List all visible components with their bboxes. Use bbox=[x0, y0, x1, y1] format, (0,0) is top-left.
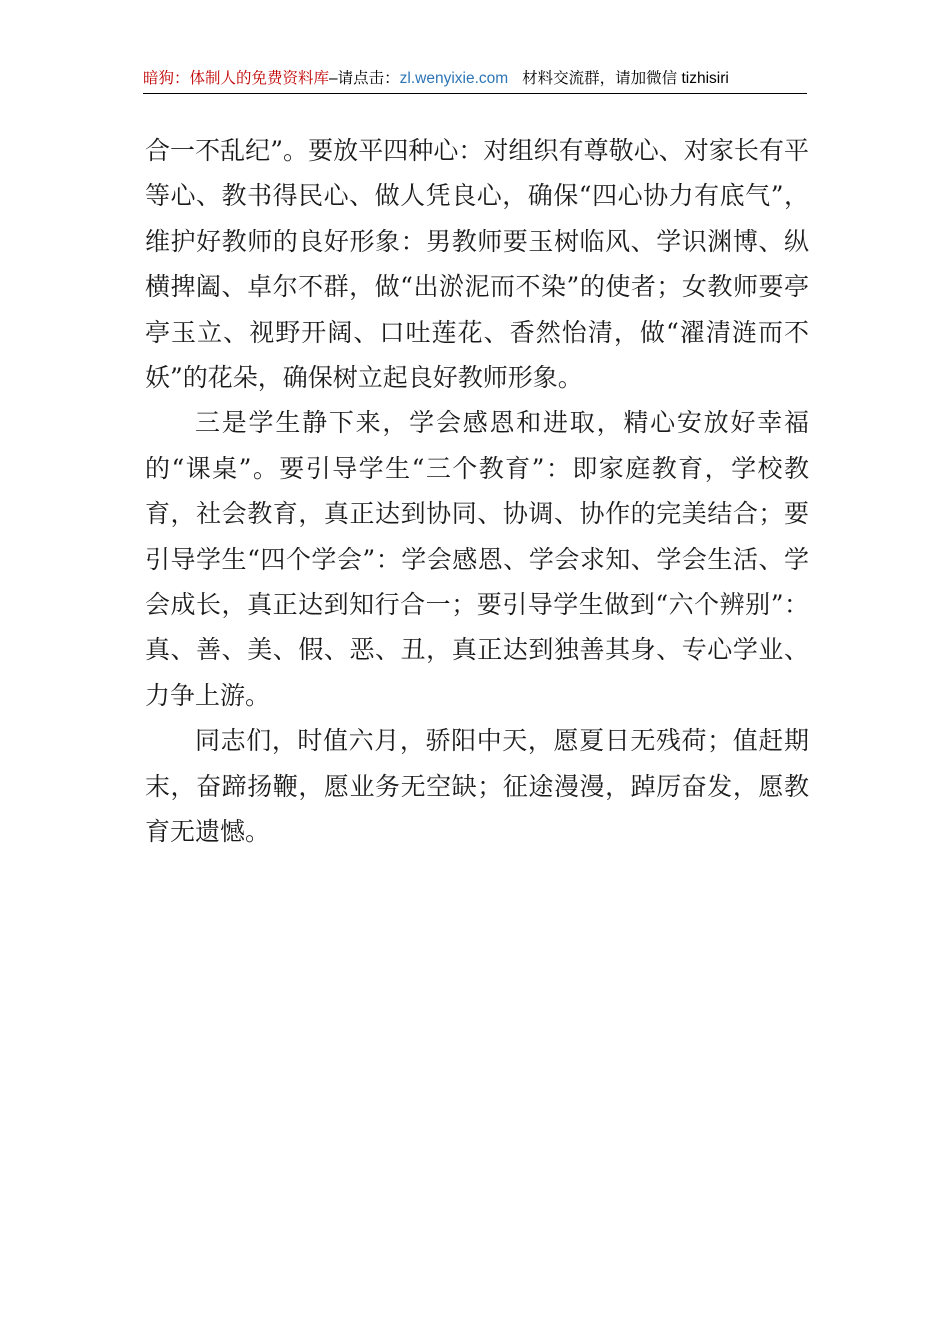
paragraph-continued: 合一不乱纪”。要放平四种心：对组织有尊敬心、对家长有平等心、教书得民心、做人凭良心，确保“四心协力有底气”，维护好教师的良好形象：男教师要玉树临风、学识渊博、纵横捭阖、卓尔不群，做“出淤泥而不染”的使者；女教师要亭亭玉立、视野开阔、口吐莲花、香然怡清，做“濯清涟而不妖”的花朵，确保树立起良好教师形象。 bbox=[145, 136, 809, 393]
header-wechat-note: 材料交流群，请加微信 tizhisiri bbox=[522, 70, 729, 87]
page-header bbox=[143, 66, 807, 92]
header-link-prefix: –请点击： bbox=[329, 70, 400, 87]
header-divider bbox=[143, 93, 807, 94]
header-brand: 暗狗：体制人的免费资料库 bbox=[143, 70, 330, 87]
paragraph-closing: 同志们，时值六月，骄阳中天，愿夏日无残荷；值赶期末，奋蹄扬鞭，愿业务无空缺；征途漫漫，踔厉奋发，愿教育无遗憾。 bbox=[145, 726, 809, 847]
paragraph-students: 三是学生静下来，学会感恩和进取，精心安放好幸福的“课桌”。要引导学生“三个教育”：即家庭教育，学校教育，社会教育，真正达到协同、协调、协作的完美结合；要引导学生“四个学会”：学会感恩、学会求知、学会生活、学会成长，真正达到知行合一；要引导学生做到“六个辨别”：真、善、美、假、恶、丑，真正达到独善其身、专心学业、力争上游。 bbox=[145, 408, 809, 710]
document-body bbox=[145, 128, 809, 855]
header-link[interactable]: zl.wenyixie.com bbox=[399, 70, 509, 87]
